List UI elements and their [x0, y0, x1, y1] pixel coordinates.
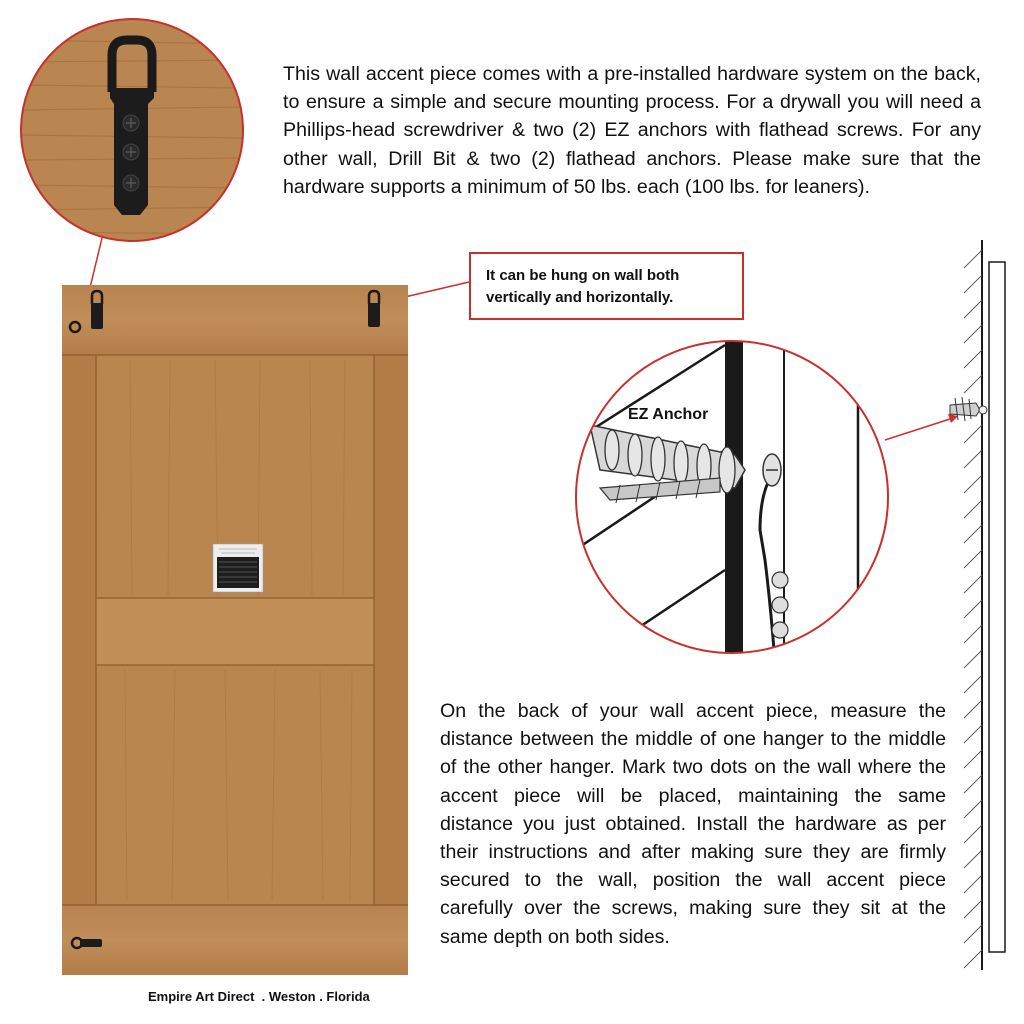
ez-anchor-label: EZ Anchor [628, 406, 709, 423]
footer-credit: Empire Art Direct . Weston . Florida [148, 989, 370, 1004]
orientation-callout [469, 252, 744, 320]
callout-line-2: vertically and horizontally. [486, 289, 674, 306]
wall-side-view [950, 240, 1005, 970]
intro-paragraph: This wall accent piece comes with a pre-installed hardware system on the back, to ensure a simple and secure mounting process. For a drywall you will need a Phillips-head screwdriver & two (2) EZ anchors with flathead screws. For any other wall, Drill Bit & two (2) flathead anchors. Please make sure that the hardware supports a minimum of 50 lbs. each (100 lbs. for leaners). [283, 63, 981, 198]
instructions-paragraph: On the back of your wall accent piece, measure the distance between the middle of one hanger to the middle of the other hanger. Mark two dots on the wall where the accent piece will be placed, maintaining the same distance you just obtained. Install the hardware as per their instructions and after making sure they are firmly secured to the wall, position the wall accent piece carefully over the screws, making sure they sit at the same depth on both sides. [440, 700, 946, 948]
callout-line-1: It can be hung on wall both [486, 267, 680, 284]
